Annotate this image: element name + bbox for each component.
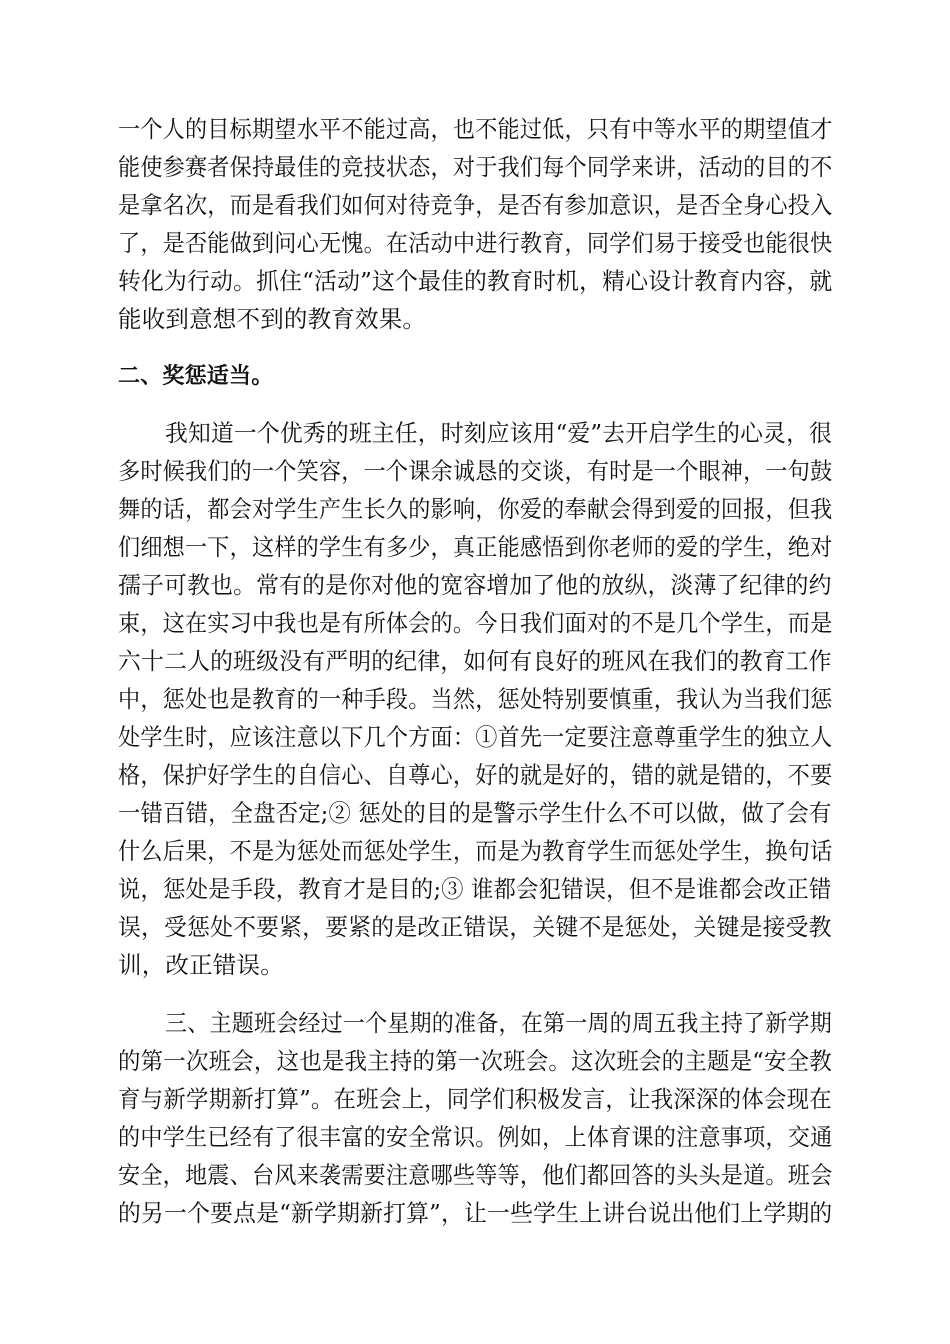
- section-3-line-2: 的第一次班会，这也是我主持的第一次班会。这次班会的主题是“安全教: [118, 1047, 832, 1075]
- section-3-line-5: 安全，地震、台风来袭需要注意哪些等等，他们都回答的头头是道。班会: [118, 1161, 833, 1189]
- section-3-line-6: 的另一个要点是“新学期新打算”，让一些学生上讲台说出他们上学期的: [118, 1199, 833, 1227]
- section-2-line-14: 误，受惩处不要紧，要紧的是改正错误，关键不是惩处，关键是接受教: [118, 913, 832, 941]
- section-2-line-1: 我知道一个优秀的班主任，时刻应该用“爱”去开启学生的心灵，很: [165, 419, 833, 447]
- section-3-line-4: 的中学生已经有了很丰富的安全常识。例如，上体育课的注意事项，交通: [118, 1123, 833, 1151]
- paragraph-1-line-1: 一个人的目标期望水平不能过高，也不能过低，只有中等水平的期望值才: [118, 115, 833, 143]
- section-3-line-3: 育与新学期新打算”。在班会上，同学们积极发言，让我深深的体会现在: [118, 1085, 832, 1113]
- section-2-line-4: 们细想一下，这样的学生有多少，真正能感悟到你老师的爱的学生，绝对: [118, 533, 833, 561]
- section-2-line-6: 束，这在实习中我也是有所体会的。今日我们面对的不是几个学生，而是: [118, 609, 833, 637]
- section-3-line-1: 三、主题班会经过一个星期的准备，在第一周的周五我主持了新学期: [165, 1009, 832, 1037]
- section-2-line-13: 说，惩处是手段，教育才是目的;③ 谁都会犯错误，但不是谁都会改正错: [118, 875, 832, 903]
- section-2-line-10: 格，保护好学生的自信心、自尊心，好的就是好的，错的就是错的，不要: [118, 761, 833, 789]
- paragraph-1-line-5: 转化为行动。抓住“活动”这个最佳的教育时机，精心设计教育内容，就: [118, 267, 833, 295]
- section-2-line-8: 中，惩处也是教育的一种手段。当然，惩处特别要慎重，我认为当我们惩: [118, 685, 833, 713]
- paragraph-1-line-6: 能收到意想不到的教育效果。: [118, 305, 427, 333]
- section-2-heading: 二、奖惩适当。: [118, 364, 274, 389]
- paragraph-1-line-3: 是拿名次，而是看我们如何对待竞争，是否有参加意识，是否全身心投入: [118, 191, 833, 219]
- section-2-line-9: 处学生时，应该注意以下几个方面：①首先一定要注意尊重学生的独立人: [118, 723, 833, 751]
- section-2-line-15: 训，改正错误。: [118, 951, 284, 979]
- section-2-line-3: 舞的话，都会对学生产生长久的影响，你爱的奉献会得到爱的回报，但我: [118, 495, 833, 523]
- paragraph-1-line-2: 能使参赛者保持最佳的竞技状态，对于我们每个同学来讲，活动的目的不: [118, 153, 833, 181]
- section-2-line-5: 孺子可教也。常有的是你对他的宽容增加了他的放纵，淡薄了纪律的约: [118, 571, 832, 599]
- section-2-line-7: 六十二人的班级没有严明的纪律，如何有良好的班风在我们的教育工作: [118, 647, 832, 675]
- paragraph-1-line-4: 了，是否能做到问心无愧。在活动中进行教育，同学们易于接受也能很快: [118, 229, 833, 257]
- section-2-line-2: 多时候我们的一个笑容，一个课余诚恳的交谈，有时是一个眼神，一句鼓: [118, 457, 833, 485]
- section-2-line-12: 什么后果，不是为惩处而惩处学生，而是为教育学生而惩处学生，换句话: [118, 837, 833, 865]
- section-2-line-11: 一错百错，全盘否定;② 惩处的目的是警示学生什么不可以做，做了会有: [118, 799, 832, 827]
